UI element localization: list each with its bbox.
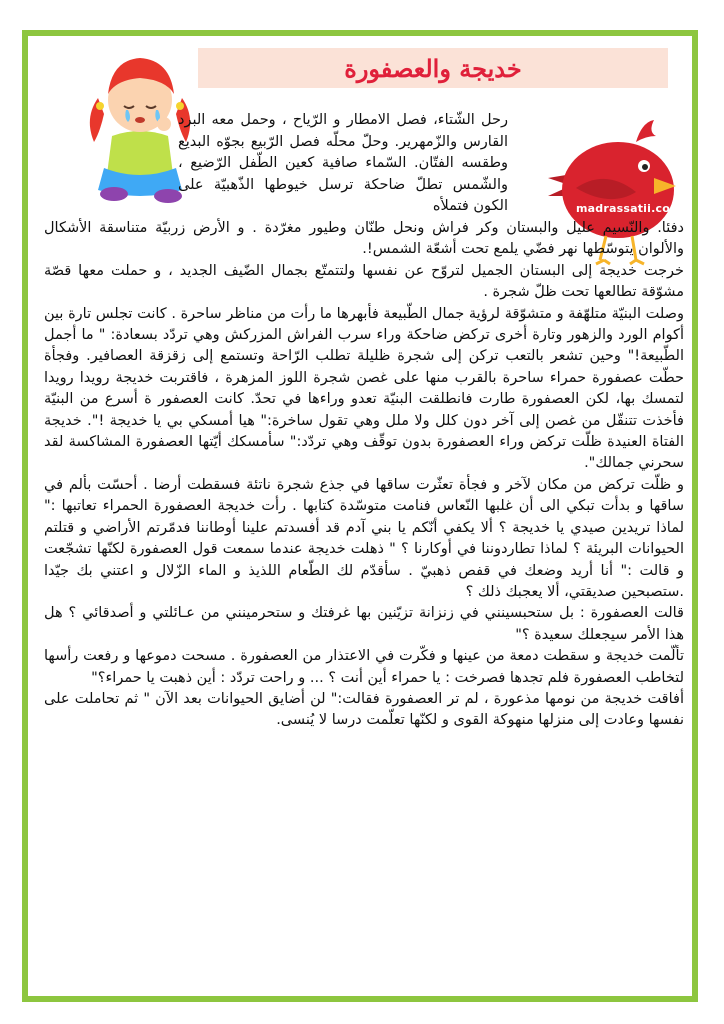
paragraph: أفاقت خديجة من نومها مذعورة ، لم تر العصفورة فقالت:" لن أضايق الحيوانات بعد الآن " ثم تحاملت على نفسها وعادت إلى منزلها منهوكة القوى و لكنّها تعلّمت درسا لا يُنسى. xyxy=(44,690,684,729)
paragraph: دفئا. والنّسيم عليل والبستان وكر فراش ونحل طنّان وطيور مغرّدة . و الأرض زربيّة متناسقة الأشكال والألوان يتوسّطها نهر فضّي يلمع تحت أشعّة الشمس!. xyxy=(44,220,684,258)
paragraph: قالت العصفورة : بل ستحبسينني في زنزانة تزيّنين بها غرفتك و ستحرمينني من عـائلتي و أصدقائي ؟ هل هذا الأمر سيجعلك سعيدة ؟" xyxy=(44,605,684,643)
paragraph: و ظلّت تركض من مكان لآخر و فجأة تعثّرت ساقها في جذع شجرة ناتئة فسقطت أرضا . أحسّت بألم في ساقها و بدأت تبكي الى أن غلبها النّعاس فنامت متوسّدة كتابها . رأت خديجة العصفورة الحمراء تعاتبها :" لماذا تريدين صيدي يا خديجة ؟ ألا يكفي أنّكم يا بني آدم قد أفسدتم علينا أوطاننا فدمّرتم الأراضي و قتلتم الحيوانات البريئة ؟ لماذا تطاردوننا في أوكارنا ؟ " ذهلت خديجة عندما سمعت قول العصفورة لكنّها تشجّعت و قالت :" أنا أريد وضعك في قفص ذهبيّ . سأقدّم لك الطّعام اللذيذ و الماء الزّلال و اعتني بك جيّدا .ستصبحين صديقتي، ألا يعجبك ذلك ؟ xyxy=(44,476,684,600)
paragraph: تألّمت خديجة و سقطت دمعة من عينها و فكّرت في الاعتذار من العصفورة . مسحت دموعها و رفعت رأسها لتخاطب العصفورة فلم تجدها فصرخت : يا حمراء أين أنت ؟ ... و راحت تردّد : أين ذهبت يا حمراء؟" xyxy=(44,648,684,686)
intro-paragraph: رحل الشّتاء، فصل الامطار و الرّياح ، وحمل معه البرد القارس والزّمهرير. وحلّ محلّه فصل الرّبيع بجوّه البديع وطقسه الفتّان. السّماء صافية كعين الطّفل الرّضيع ، والشّمس تطلّ ضاحكة ترسل خيوطها الذّهبيّة على الكون فتملأه xyxy=(178,112,508,214)
watermark-text: madrassatii.com xyxy=(576,202,682,215)
story-body xyxy=(44,218,684,732)
paragraph: خرجت خديجة إلى البستان الجميل لتروّح عن نفسها ولتتمتّع بجمال الضّيف الجديد ، و حملت معها قصّة مشوّقة تطالعها تحت ظلّ شجرة . xyxy=(44,262,684,301)
paragraph: وصلت البنيّة متلهّفة و متشوّقة لرؤية جمال الطّبيعة فأبهرها ما رأت من مناظر ساحرة . كانت تجلس تارة بين أكوام الورد والزهور وتارة أخرى تركض ضاحكة وراء سرب الفراش المزركش وهي تردّد بسعادة: " ما أجمل الطّبيعة!" وحين تشعر بالتعب تركن إلى شجرة ظليلة تطلب الرّاحة وتستمع إلى زقزقة العصافير. وفجأة حطّت عصفورة حمراء ساحرة بالقرب منها على غصن شجرة اللوز المزهرة ، فاقتربت خديجة رويدا رويدا لتمسك بها، لكن العصفورة طارت فانطلقت البنيّة تعدو وراءها في تحدّ. كانت العصفور ة أسرع من البنيّة فأخذت تتنقّل من غصن إلى آخر دون كلل ولا ملل وهي تقول ساخرة:" هيا أمسكي بي يا خديجة !". خديجة الفتاة العنيدة ظلّت تركض وراء العصفورة بدون توقّف وهي تردّد:" سأمسكك أيّتها العصفورة المشاكسة لقد سحرني جمالك". xyxy=(44,305,684,472)
title-banner xyxy=(198,48,668,88)
story-title: خديجة والعصفورة xyxy=(344,53,522,83)
